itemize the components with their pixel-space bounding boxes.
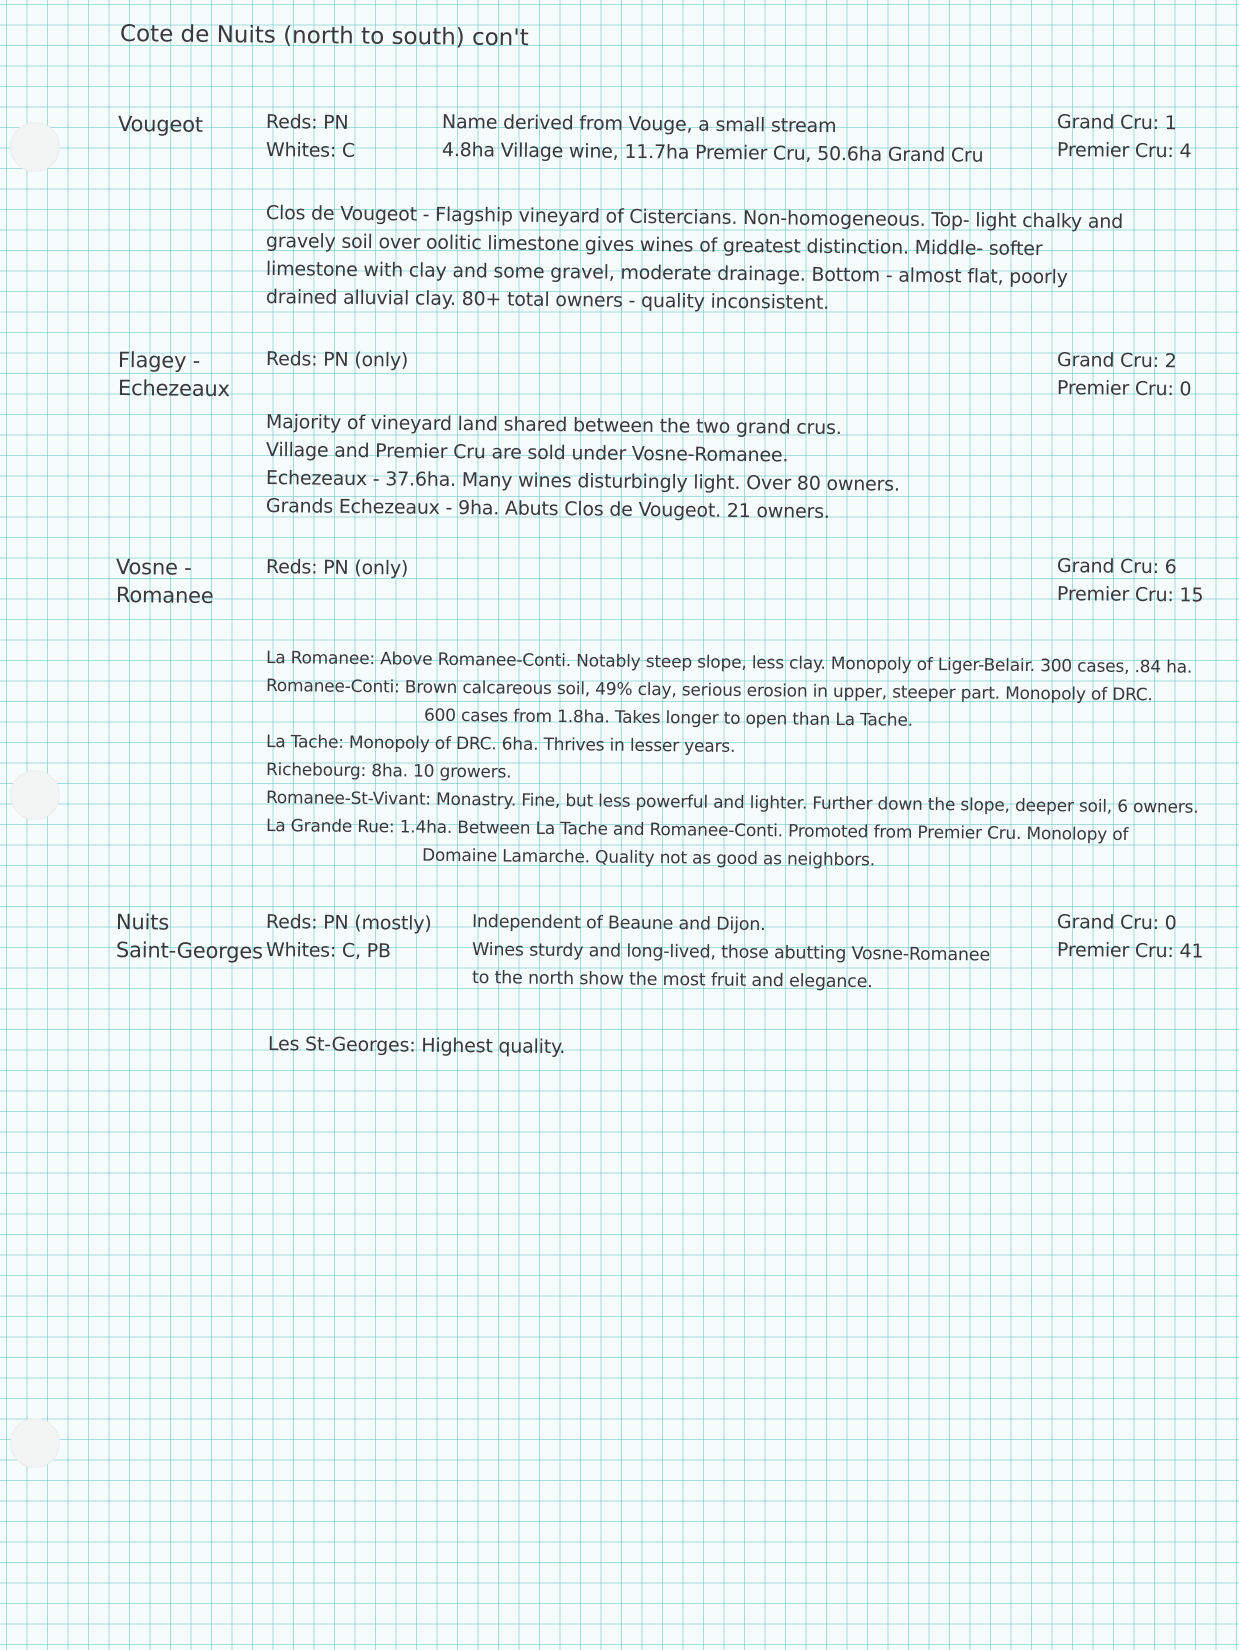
region-name-line: Saint-Georges: [115, 938, 263, 964]
note-line: La Romanee: Above Romanee-Conti. Notably steep slope, less clay. Monopoly of Liger-Belair. 300 cases, .84 ha.: [265, 648, 1193, 678]
premier-cru-count: Premier Cru: 4: [1056, 139, 1192, 163]
varietal-line: Reds: PN (only): [265, 348, 409, 372]
premier-cru-count: Premier Cru: 0: [1056, 377, 1192, 401]
summary-line: Independent of Beaune and Dijon.: [471, 912, 766, 936]
varietals: [266, 108, 355, 164]
note-line: Romanee-St-Vivant: Monastry. Fine, but less powerful and lighter. Further down the slope, deeper soil, 6 owners.: [265, 788, 1199, 818]
cru-counts: [1057, 108, 1191, 164]
region-name-line: Romanee: [115, 583, 214, 609]
region-notes: [268, 1030, 565, 1058]
region-name: [116, 908, 263, 964]
varietal-line: Whites: C: [265, 139, 356, 162]
varietal-line: Reds: PN: [265, 111, 349, 134]
varietals: [266, 908, 432, 964]
cru-counts: [1057, 552, 1203, 608]
grand-cru-count: Grand Cru: 6: [1056, 555, 1177, 579]
summary-line: to the north show the most fruit and elegance.: [471, 968, 873, 993]
note-line: 600 cases from 1.8ha. Takes longer to open than La Tache.: [423, 705, 913, 731]
varietal-line: Reds: PN (mostly): [265, 911, 432, 935]
region-summary: [472, 908, 990, 992]
region-notes: [265, 408, 900, 523]
premier-cru-count: Premier Cru: 15: [1056, 583, 1204, 607]
note-line: drained alluvial clay. 80+ total owners - quality inconsistent.: [265, 286, 830, 314]
note-line: limestone with clay and some gravel, moderate drainage. Bottom - almost flat, poorly: [265, 258, 1068, 289]
note-line: Village and Premier Cru are sold under Vosne-Romanee.: [265, 439, 789, 467]
binder-hole-bottom: [10, 1418, 60, 1468]
region-name-line: Echezeaux: [117, 376, 230, 402]
note-line: La Tache: Monopoly of DRC. 6ha. Thrives in lesser years.: [265, 732, 736, 757]
region-notes: [265, 644, 1199, 871]
cru-counts: [1057, 346, 1191, 402]
region-name: [118, 346, 230, 402]
region-name: Vougeot: [117, 112, 203, 137]
varietals: [266, 345, 408, 373]
grand-cru-count: Grand Cru: 0: [1056, 911, 1177, 935]
note-line: Romanee-Conti: Brown calcareous soil, 49% clay, serious erosion in upper, steeper part. Monopoly of DRC.: [265, 676, 1153, 706]
summary-line: Name derived from Vouge, a small stream: [441, 111, 837, 138]
grand-cru-count: Grand Cru: 2: [1056, 349, 1177, 373]
region-name-line: Flagey -: [117, 348, 201, 373]
region-summary: [441, 108, 984, 167]
varietal-line: Reds: PN (only): [265, 556, 409, 580]
cru-counts: [1057, 908, 1203, 964]
note-line: Majority of vineyard land shared between the two grand crus.: [265, 411, 842, 440]
note-line: Richebourg: 8ha. 10 growers.: [265, 760, 512, 783]
summary-line: Wines sturdy and long-lived, those abutting Vosne-Romanee: [471, 940, 991, 966]
region-name-line: Vosne -: [115, 555, 192, 580]
note-line: Les St-Georges: Highest quality.: [267, 1033, 566, 1059]
varietal-line: Whites: C, PB: [265, 939, 391, 963]
grand-cru-count: Grand Cru: 1: [1056, 111, 1177, 135]
summary-line: 4.8ha Village wine, 11.7ha Premier Cru, 50.6ha Grand Cru: [441, 139, 984, 167]
varietals: [266, 553, 408, 581]
region-notes: [265, 199, 1124, 314]
note-line: Echezeaux - 37.6ha. Many wines disturbingly light. Over 80 owners.: [265, 467, 900, 496]
region-name-line: Nuits: [115, 910, 170, 935]
page-title: Cote de Nuits (north to south) con't: [119, 21, 529, 52]
binder-hole-top: [10, 122, 60, 172]
region-name: [116, 553, 214, 609]
binder-hole-middle: [10, 770, 60, 820]
premier-cru-count: Premier Cru: 41: [1056, 939, 1204, 963]
note-line: gravely soil over oolitic limestone gives wines of greatest distinction. Middle- softer: [265, 230, 1043, 261]
note-line: La Grande Rue: 1.4ha. Between La Tache and Romanee-Conti. Promoted from Premier Cru. Monolopy of: [265, 816, 1129, 846]
note-line: Grands Echezeaux - 9ha. Abuts Clos de Vougeot. 21 owners.: [265, 495, 830, 523]
note-line: Domaine Lamarche. Quality not as good as neighbors.: [421, 845, 876, 871]
note-line: Clos de Vougeot - Flagship vineyard of Cistercians. Non-homogeneous. Top- light chalky and: [265, 202, 1124, 233]
